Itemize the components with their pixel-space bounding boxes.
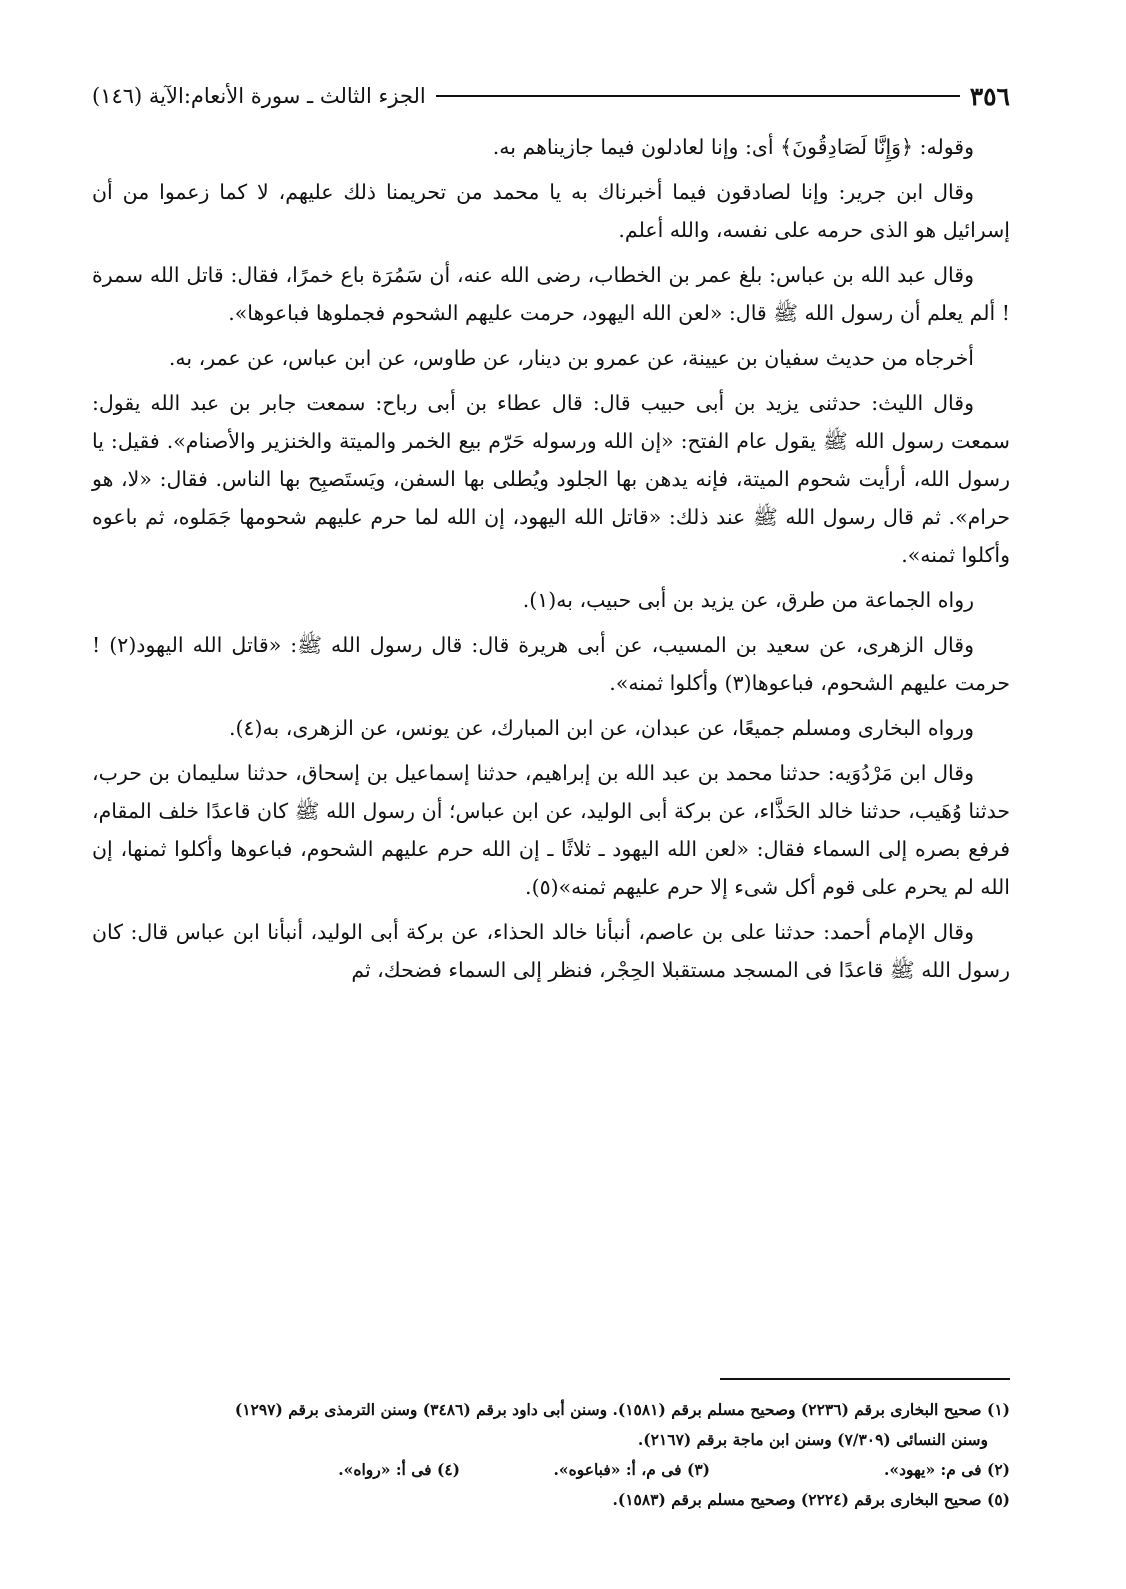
footnote-3: (٣) فى م، أ: «فباعوه». [553,1460,710,1479]
page-number: ٣٥٦ [969,81,1010,111]
footnote-row [92,1456,1010,1484]
page-header [92,78,1010,114]
paragraph: وقال الزهرى، عن سعيد بن المسيب، عن أبى هريرة قال: قال رسول الله ﷺ: «قاتل الله اليهود(٢) ! حرمت عليهم الشحوم، فباعوها(٣) وأكلوا ثمنه». [92,633,1010,695]
footnote-4: (٤) فى أ: «رواه». [338,1460,460,1479]
running-title: الجزء الثالث ـ سورة الأنعام:الآية (١٤٦) [92,84,426,108]
paragraph: وقال عبد الله بن عباس: بلغ عمر بن الخطاب، رضى الله عنه، أن سَمُرَة باع خمرًا، فقال: قاتل الله سمرة ! ألم يعلم أن رسول الله ﷺ قال: «لعن الله اليهود، حرمت عليهم الشحوم فجملوها فباعوها». [92,263,1010,325]
main-text [92,128,1010,989]
paragraph: وقوله: ﴿وَإِنَّا لَصَادِقُونَ﴾ أى: وإنا لعادلون فيما جازيناهم به. [492,135,974,159]
paragraph: وقال الإمام أحمد: حدثنا على بن عاصم، أنبأنا خالد الحذاء، عن بركة أبى الوليد، أنبأنا ابن عباس قال: كان رسول الله ﷺ قاعدًا فى المسجد مستقبلا الحِجْر، فنظر إلى السماء فضحك، ثم [92,920,1010,982]
paragraph: وقال ابن جرير: وإنا لصادقون فيما أخبرناك به يا محمد من تحريمنا ذلك عليهم، لا كما زعموا من أن إسرائيل هو الذى حرمه على نفسه، والله أعلم. [92,180,1010,242]
paragraph: رواه الجماعة من طرق، عن يزيد بن أبى حبيب، به(١). [522,588,974,612]
paragraph: وقال ابن مَرْدُوَيه: حدثنا محمد بن عبد الله بن إبراهيم، حدثنا إسماعيل بن إسحاق، حدثنا سليمان بن حرب، حدثنا وُهَيب، حدثنا خالد الحَذَّاء، عن بركة أبى الوليد، عن ابن عباس؛ أن رسول الله ﷺ كان قاعدًا خلف المقام، فرفع بصره إلى السماء فقال: «لعن الله اليهود ـ ثلاثًا ـ إن الله حرم عليهم الشحوم، فباعوها وأكلوا ثمنها، إن الله لم يحرم على قوم أكل شىء إلا حرم عليهم ثمنه»(٥). [92,761,1010,899]
footnote-1: (١) صحيح البخارى برقم (٢٢٣٦) وصحيح مسلم برقم (١٥٨١). وسنن أبى داود برقم (٣٤٨٦) وسنن الترمذى برقم (١٢٩٧) [234,1400,1010,1419]
book-page [92,78,1010,1548]
header-rule [436,95,960,97]
footnotes [92,1396,1010,1516]
footnote-2: (٢) فى م: «يهود». [884,1460,1010,1479]
footnote-5: (٥) صحيح البخارى برقم (٢٢٢٤) وصحيح مسلم برقم (١٥٨٣). [612,1490,1010,1509]
paragraph: ورواه البخارى ومسلم جميعًا، عن عبدان، عن ابن المبارك، عن يونس، عن الزهرى، به(٤). [228,716,974,740]
footnote-1-continued: وسنن النسائى (٧/٣٠٩) وسنن ابن ماجة برقم (٢١٦٧). [637,1430,988,1449]
footnote-separator [720,1378,1010,1380]
paragraph: وقال الليث: حدثنى يزيد بن أبى حبيب قال: قال عطاء بن أبى رباح: سمعت جابر بن عبد الله يقول: سمعت رسول الله ﷺ يقول عام الفتح: «إن الله ورسوله حَرّم بيع الخمر والميتة والخنزير والأصنام». فقيل: يا رسول الله، أرأيت شحوم الميتة، فإنه يدهن بها الجلود ويُطلى بها السفن، ويَستَصبِح بها الناس. فقال: «لا، هو حرام». ثم قال رسول الله ﷺ عند ذلك: «قاتل الله اليهود، إن الله لما حرم عليهم شحومها جَمَلوه، ثم باعوه وأكلوا ثمنه». [92,391,1010,567]
paragraph: أخرجاه من حديث سفيان بن عيينة، عن عمرو بن دينار، عن طاوس، عن ابن عباس، عن عمر، به. [168,346,974,370]
